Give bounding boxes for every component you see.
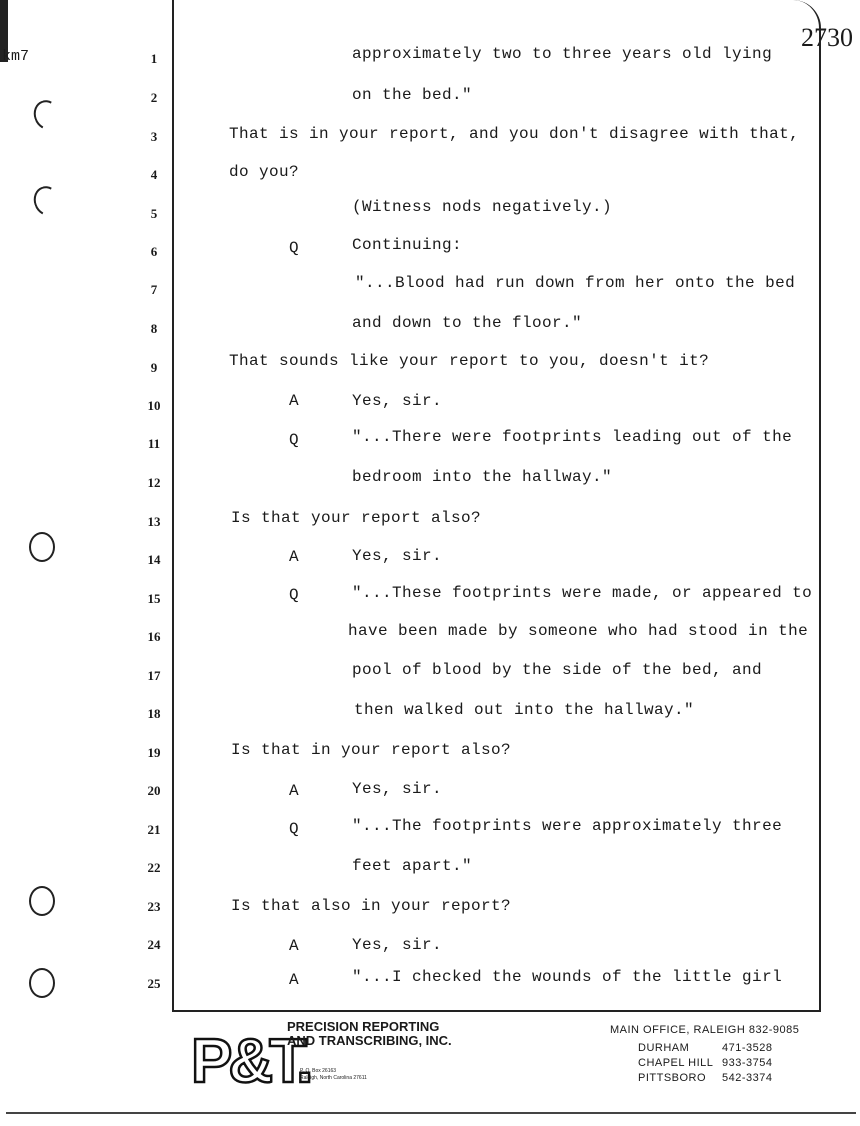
- line-number: 3: [150, 129, 158, 144]
- speaker-label: Q: [289, 586, 299, 604]
- line-text: approximately two to three years old lying: [352, 45, 773, 63]
- firm-name-line1: PRECISION REPORTING: [287, 1019, 440, 1034]
- line-text: "...I checked the wounds of the little girl: [352, 968, 783, 986]
- city-address: Raleigh, North Carolina 27611: [300, 1075, 367, 1081]
- transcript-frame: [172, 0, 821, 1012]
- page-number: 2730: [801, 23, 853, 52]
- line-text: "...The footprints were approximately three: [352, 817, 783, 835]
- line-number: 6: [150, 244, 158, 259]
- line-text: That is in your report, and you don't disagree with that,: [229, 125, 800, 143]
- office-phone: 933-3754: [722, 1057, 773, 1069]
- line-number: 15: [147, 591, 161, 606]
- line-text: Is that your report also?: [231, 509, 482, 527]
- speaker-label: A: [289, 937, 299, 955]
- firm-logo: [189, 1020, 310, 1096]
- line-number: 13: [147, 514, 161, 529]
- line-text: Continuing:: [352, 236, 463, 254]
- line-number: 10: [147, 398, 161, 413]
- office-phone: 471-3528: [722, 1042, 773, 1054]
- office-city: DURHAM: [638, 1042, 690, 1054]
- line-text: Is that also in your report?: [231, 897, 512, 915]
- line-text: Yes, sir.: [352, 936, 443, 954]
- line-number: 8: [150, 321, 158, 336]
- line-text: then walked out into the hallway.": [354, 701, 695, 719]
- firm-name: [287, 1020, 452, 1048]
- line-number: 24: [147, 937, 161, 952]
- line-text: That sounds like your report to you, doesn't it?: [229, 352, 710, 370]
- firm-name-line2: AND TRANSCRIBING, INC.: [287, 1033, 452, 1048]
- line-number: 7: [150, 282, 158, 297]
- line-number: 4: [150, 167, 158, 182]
- speaker-label: A: [289, 971, 299, 989]
- line-text: feet apart.": [352, 857, 473, 875]
- line-text: on the bed.": [352, 86, 473, 104]
- line-text: have been made by someone who had stood in the: [348, 622, 809, 640]
- punch-hole: [29, 532, 55, 562]
- line-number: 2: [150, 90, 158, 105]
- punch-hole: [29, 886, 55, 916]
- line-number: 12: [147, 475, 161, 490]
- line-text: pool of blood by the side of the bed, and: [352, 661, 763, 679]
- line-number: 11: [147, 436, 161, 451]
- corner-label: km7: [2, 48, 30, 65]
- line-number: 14: [147, 552, 161, 567]
- line-text: Yes, sir.: [352, 547, 443, 565]
- punch-hole: [30, 182, 65, 219]
- line-text: "...Blood had run down from her onto the bed: [355, 274, 796, 292]
- line-number: 9: [150, 360, 158, 375]
- line-text: Yes, sir.: [352, 780, 443, 798]
- line-text: "...There were footprints leading out of the: [352, 428, 793, 446]
- line-text: (Witness nods negatively.): [352, 198, 613, 216]
- line-number: 25: [147, 976, 161, 991]
- line-number: 21: [147, 822, 161, 837]
- speaker-label: Q: [289, 820, 299, 838]
- office-city: CHAPEL HILL: [638, 1057, 714, 1069]
- line-text: Yes, sir.: [352, 392, 443, 410]
- mailing-address: [300, 1068, 367, 1082]
- office-city: PITTSBORO: [638, 1072, 707, 1084]
- line-text: Is that in your report also?: [231, 741, 512, 759]
- office-phone: 542-3374: [722, 1072, 773, 1084]
- speaker-label: Q: [289, 239, 299, 257]
- speaker-label: A: [289, 782, 299, 800]
- po-box: P. O. Box 26163: [300, 1068, 337, 1074]
- line-number: 17: [147, 668, 161, 683]
- line-text: and down to the floor.": [352, 314, 583, 332]
- main-office: MAIN OFFICE, RALEIGH 832-9085: [610, 1024, 800, 1036]
- logo-text: P&T.: [191, 1027, 310, 1096]
- line-number: 18: [147, 706, 161, 721]
- line-number: 5: [150, 206, 158, 221]
- speaker-label: A: [289, 548, 299, 566]
- line-text: bedroom into the hallway.": [352, 468, 613, 486]
- line-number: 22: [147, 860, 161, 875]
- line-number: 1: [150, 51, 158, 66]
- line-text: "...These footprints were made, or appeared to: [352, 584, 813, 602]
- speaker-label: Q: [289, 431, 299, 449]
- line-number: 23: [147, 899, 161, 914]
- line-number: 16: [147, 629, 161, 644]
- line-text: do you?: [229, 163, 300, 181]
- speaker-label: A: [289, 392, 299, 410]
- page-bottom-edge: [6, 1112, 856, 1114]
- line-number: 19: [147, 745, 161, 760]
- line-number: 20: [147, 783, 161, 798]
- punch-hole: [29, 968, 55, 998]
- punch-hole: [30, 96, 65, 133]
